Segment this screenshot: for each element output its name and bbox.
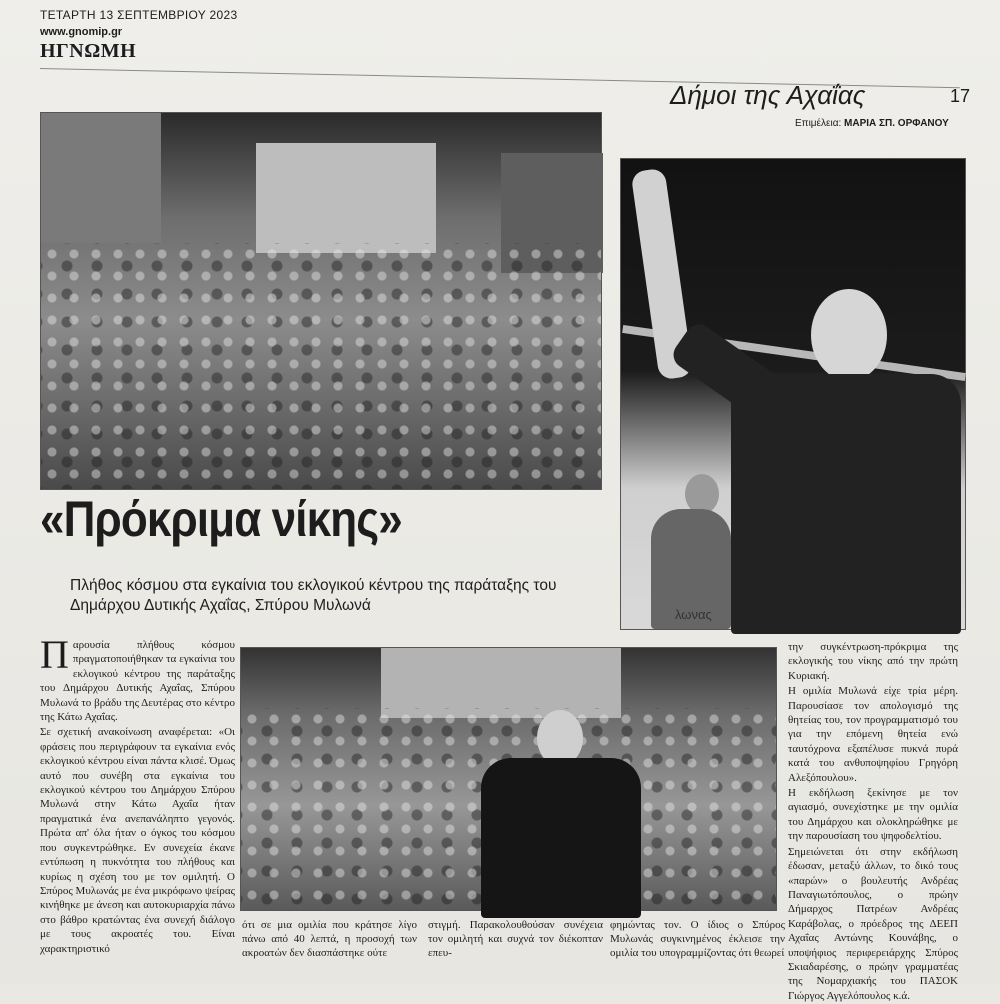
paragraph: Η εκδήλωση ξεκίνησε με τον αγιασμό, συνεχίστηκε με την ομιλία του Δημάρχου και ολοκληρώθηκε με την παρουσίαση του ψηφοδελτίου. (788, 787, 958, 843)
article-subheadline: Πλήθος κόσμου στα εγκαίνια του εκλογικού κέντρου της παράταξης του Δημάρχου Δυτικής Αχαΐας, Σπύρου Μυλωνά (70, 577, 557, 614)
website-url[interactable]: www.gnomip.gr (40, 26, 123, 38)
backdrop-text: λωνας (675, 607, 712, 622)
speaker-torso (481, 758, 641, 918)
article-column-1 (40, 632, 235, 957)
article-headline: «Πρόκριμα νίκης» (40, 491, 402, 547)
issue-date: ΤΕΤΑΡΤΗ 13 ΣΕΠΤΕΜΒΡΙΟΥ 2023 (40, 8, 238, 22)
page-number: 17 (950, 86, 971, 106)
building-center (256, 143, 436, 253)
staff-head (685, 474, 719, 514)
paragraph-text: αρουσία πλήθους κόσμου πραγματοποιήθηκαν τα εγκαίνια του εκλογικού κέντρου της παράταξης του Δημάρχου Δυτικής Αχαΐας, Σπύρου Μυλωνά το βράδυ της Δευτέρας στο κέντρο της Κάτω Αχαΐας. (40, 639, 235, 724)
crowd-photo (40, 112, 602, 490)
paragraph: Σε σχετική ανακοίνωση αναφέρεται: «Οι φράσεις που περιγράφουν τα εγκαίνια ενός εκλογικού κέντρου είναι πάντα κλισέ. Όμως αυτό που συνέβη στα εγκαίνια του εκλογικού κέντρου του Δημάρχου Σπύρου Μυλωνά στην Κάτω Αχαΐα ήταν πραγματικά ένα ανεπανάληπτο γεγονός. Πρώτα απ' όλα ήταν ο όγκος του κόσμου που συγκεντρώθηκε. Εν συνεχεία έκανε εντύπωση η πυκνότητα του πλήθους και κυρίως η σχέση του με τον ομιλητή. Ο Σπύρος Μυλωνάς με ένα μικρόφωνο ψείρας κινήθηκε με άνεση και αυτοκυριαρχία πάνω στο βάθρο κρατώντας ένα συνεχή διάλογο με τους ακροατές του. Είναι χαρακτηριστικό (40, 726, 235, 955)
article-column-2: ότι σε μια ομιλία που κράτησε λίγο πάνω από 40 λεπτά, η προσοχή των ακροατών δεν διασπάστηκε ούτε (242, 919, 417, 959)
paragraph: την συγκέντρωση-πρόκριμα της εκλογικής του νίκης από την πρώτη Κυριακή. (788, 641, 958, 682)
paragraph (40, 632, 235, 724)
drop-cap: Π (40, 632, 69, 677)
newspaper-logo: ΗΓΝΩΜΗ (40, 40, 137, 62)
speech-photo (240, 647, 777, 911)
section-title: Δήμοι της Αχαΐας (670, 80, 866, 110)
article-column-4: φημώντας τον. Ο ίδιος ο Σπύρος Μυλωνάς συγκινημένος έκλεισε την ομιλία του υπογραμμίζοντας ότι θεωρεί (610, 919, 785, 959)
paragraph: Η ομιλία Μυλωνά είχε τρία μέρη. Παρουσίασε τον απολογισμό της θητείας του, τον προγραμματισμό του για την επόμενη θητεία ενώ ταυτόχρονα εξαπέλυσε πυκνά πυρά κατά του ανθυποψηφίου Γρηγόρη Αλεξόπουλου». (788, 685, 958, 784)
article-column-5 (788, 640, 958, 1004)
editor-name: ΜΑΡΙΑ ΣΠ. ΟΡΦΑΝΟΥ (844, 118, 949, 129)
article-column-3: στιγμή. Παρακολουθούσαν συνέχεια τον ομιλητή και συχνά τον διέκοπταν επευ- (428, 919, 603, 959)
mayor-photo (620, 158, 966, 630)
mayor-head (811, 289, 887, 381)
crowd-pattern (41, 243, 601, 489)
building-left (41, 113, 161, 243)
editor-credit (795, 118, 949, 129)
paragraph: Σημειώνεται ότι στην εκδήλωση έδωσαν, μεταξύ άλλων, το δικό τους «παρών» ο βουλευτής Ανδρέας Παναγιωτόπουλος, ο πρώην Δήμαρχος Πατρέων Ανδρέας Καράβολας, ο πρόεδρος της ΔΕΕΠ Αχαΐας Αντώνης Κουνάβης, ο υποψήφιος περιφερειάρχης Σπύρος Σκιαδαρέσης, ο πρώην γραμματέας της Νομαρχιακής του ΠΑΣΟΚ Γιώργος Αγγελόπουλος κ.ά. (788, 845, 958, 1002)
editor-label: Επιμέλεια: (795, 118, 842, 129)
